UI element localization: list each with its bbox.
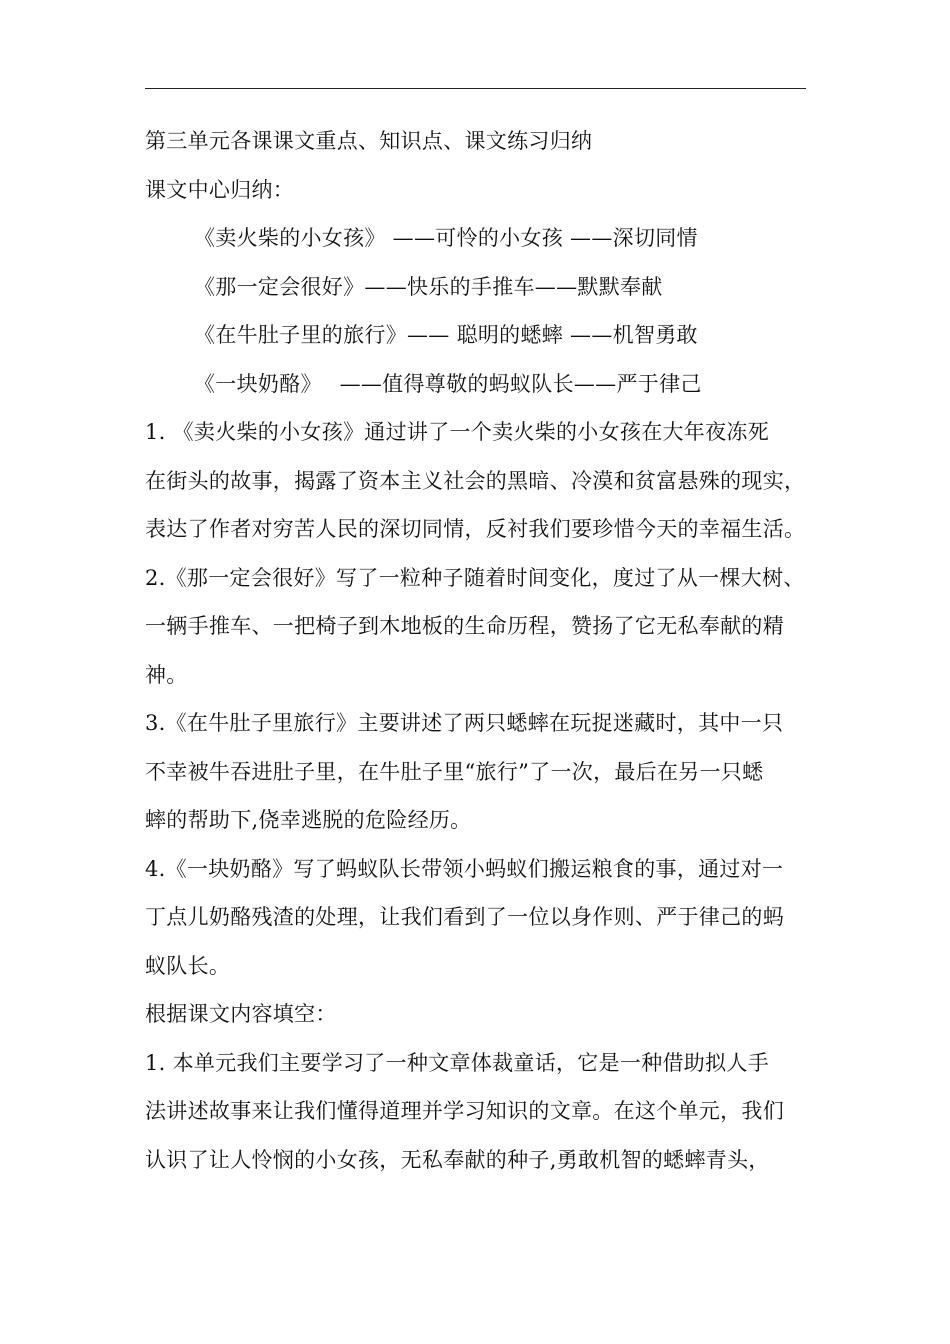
paragraph-2-line: 2.《那一定会很好》写了一粒种子随着时间变化，度过了从一棵大树、 [145, 565, 805, 590]
paragraph-4-line: 蚁队长。 [145, 953, 231, 978]
paragraph-2-line: 一辆手推车、一把椅子到木地板的生命历程，赞扬了它无私奉献的精 [145, 614, 784, 638]
fill-1-line: 法讲述故事来让我们懂得道理并学习知识的文章。在这个单元，我们 [145, 1099, 784, 1123]
summary-line: 《卖火柴的小女孩》 ——可怜的小女孩 ——深切同情 [194, 226, 698, 250]
paragraph-2-line: 神。 [145, 662, 188, 687]
fill-1-line: 1. 本单元我们主要学习了一种文章体裁童话，它是一种借助拟人手 [145, 1050, 770, 1075]
header-rule [145, 88, 806, 89]
document-body [145, 122, 817, 1189]
paragraph-1-line: 在街头的故事，揭露了资本主义社会的黑暗、冷漠和贫富悬殊的现实， [145, 468, 806, 493]
paragraph-1-line: 1. 《卖火柴的小女孩》通过讲了一个卖火柴的小女孩在大年夜冻死 [145, 420, 770, 444]
summary-line: 《在牛肚子里的旅行》—— 聪明的蟋蟀 ——机智勇敢 [194, 323, 698, 347]
summary-line: 《一块奶酪》 ——值得尊敬的蚂蚁队长——严于律己 [194, 371, 702, 396]
paragraph-4-line: 4.《一块奶酪》写了蚂蚁队长带领小蚂蚁们搬运粮食的事，通过对一 [145, 856, 784, 881]
fill-heading: 根据课文内容填空： [145, 1002, 337, 1026]
summary-line: 《那一定会很好》——快乐的手推车——默默奉献 [194, 274, 663, 299]
paragraph-3-line: 蟀的帮助下,侥幸逃脱的危险经历。 [145, 808, 472, 832]
paragraph-3-line: 3.《在牛肚子里旅行》主要讲述了两只蟋蟀在玩捉迷藏时，其中一只 [145, 711, 784, 735]
paragraph-1-line: 表达了作者对穷苦人民的深切同情，反衬我们要珍惜今天的幸福生活。 [145, 517, 806, 541]
summary-heading: 课文中心归纳： [145, 177, 295, 202]
paragraph-3-line: 不幸被牛吞进肚子里，在牛肚子里“旅行”了一次，最后在另一只蟋 [145, 759, 764, 784]
fill-1-line: 认识了让人怜悯的小女孩，无私奉献的种子,勇敢机智的蟋蟀青头， [145, 1147, 770, 1172]
document-title: 第三单元各课课文重点、知识点、课文练习归纳 [145, 129, 593, 153]
paragraph-4-line: 丁点儿奶酪残渣的处理，让我们看到了一位以身作则、严于律己的蚂 [145, 905, 784, 929]
